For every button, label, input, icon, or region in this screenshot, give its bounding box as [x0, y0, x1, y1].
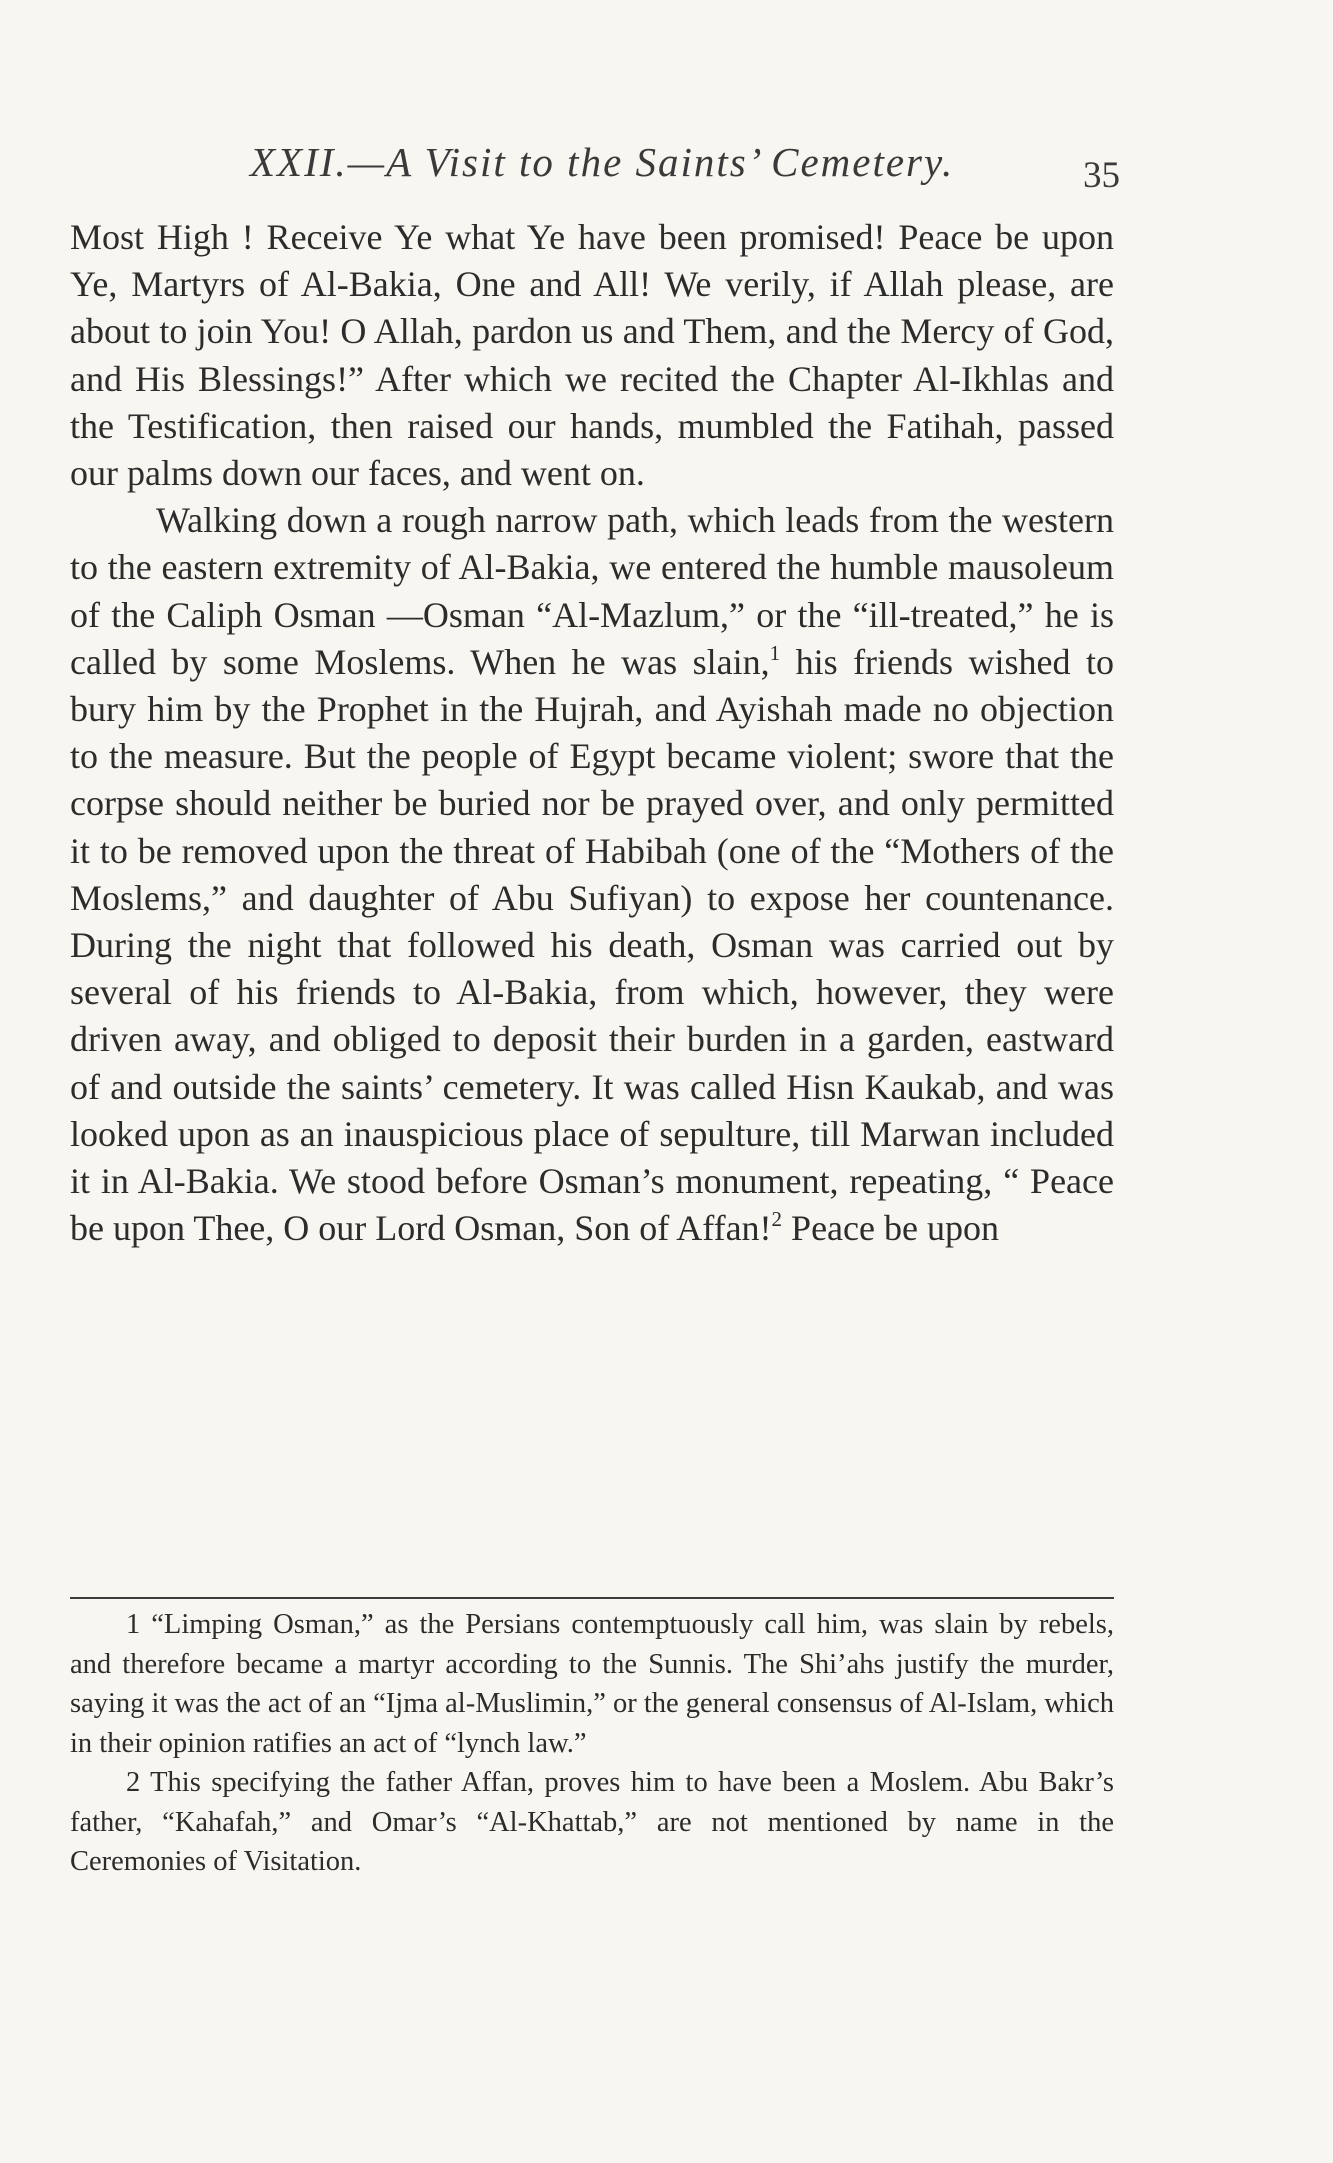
footnote-1-number: 1 [126, 1609, 141, 1640]
footnote-1-text: “Limping Osman,” as the Persians contemptuously call him, was slain by rebels, and therefore became a martyr according to the Sunnis. The Shi’ahs justify the murder, saying it was the act of an “Ijma al-Muslimin,” or the general consensus of Al-Islam, which in their opinion ratifies an act of “lynch law.” [70, 1609, 1114, 1759]
running-title: XXII.—A Visit to the Saints’ Cemetery. [250, 139, 955, 185]
footnote-2-number: 2 [126, 1767, 141, 1798]
footnote-1 [70, 1605, 1114, 1763]
paragraph-2 [70, 497, 1114, 1252]
body-text [70, 214, 1114, 1252]
paragraph-1 [70, 214, 1114, 497]
paragraph-2-text-a: Walking down a rough narrow path, which leads from the western to the eastern extremity of Al-Bakia, we entered the humble mausoleum of the Caliph Osman —Osman “Al-Mazlum,” or the “ill-treated,” he is called by some Moslems. When he was slain, [70, 500, 1114, 682]
footnote-2 [70, 1763, 1114, 1882]
footnote-divider [70, 1597, 1114, 1599]
page-number: 35 [1083, 155, 1120, 196]
page-header [70, 138, 1120, 194]
footnote-ref-1: 1 [769, 640, 781, 665]
paragraph-2-text-b: his friends wished to bury him by the Prophet in the Hujrah, and Ayishah made no objection to the measure. But the people of Egypt became violent; swore that the corpse should neither be buried nor be prayed over, and only permitted it to be removed upon the threat of Habibah (one of the “Mothers of the Moslems,” and daughter of Abu Sufiyan) to expose her countenance. During the night that followed his death, Osman was carried out by several of his friends to Al-Bakia, from which, however, they were driven away, and obliged to deposit their burden in a garden, eastward of and outside the saints’ cemetery. It was called Hisn Kaukab, and was looked upon as an inauspicious place of sepulture, till Marwan included it in Al-Bakia. We stood before Osman’s monument, repeating, “ Peace be upon Thee, O our Lord Osman, Son of Affan! [70, 641, 1114, 1249]
footnote-ref-2: 2 [771, 1207, 783, 1232]
paragraph-2-text-c: Peace be upon [782, 1208, 999, 1249]
footnotes [70, 1605, 1114, 1882]
paragraph-1-text: Most High ! Receive Ye what Ye have been promised! Peace be upon Ye, Martyrs of Al-Bakia, One and All! We verily, if Allah please, are about to join You! O Allah, pardon us and Them, and the Mercy of God, and His Blessings!” After which we recited the Chapter Al-Ikhlas and the Testification, then raised our hands, mumbled the Fatihah, passed our palms down our faces, and went on. [70, 217, 1114, 494]
footnote-2-text: This specifying the father Affan, proves him to have been a Moslem. Abu Bakr’s father, “Kahafah,” and Omar’s “Al-Khattab,” are not mentioned by name in the Ceremonies of Visitation. [70, 1767, 1114, 1877]
